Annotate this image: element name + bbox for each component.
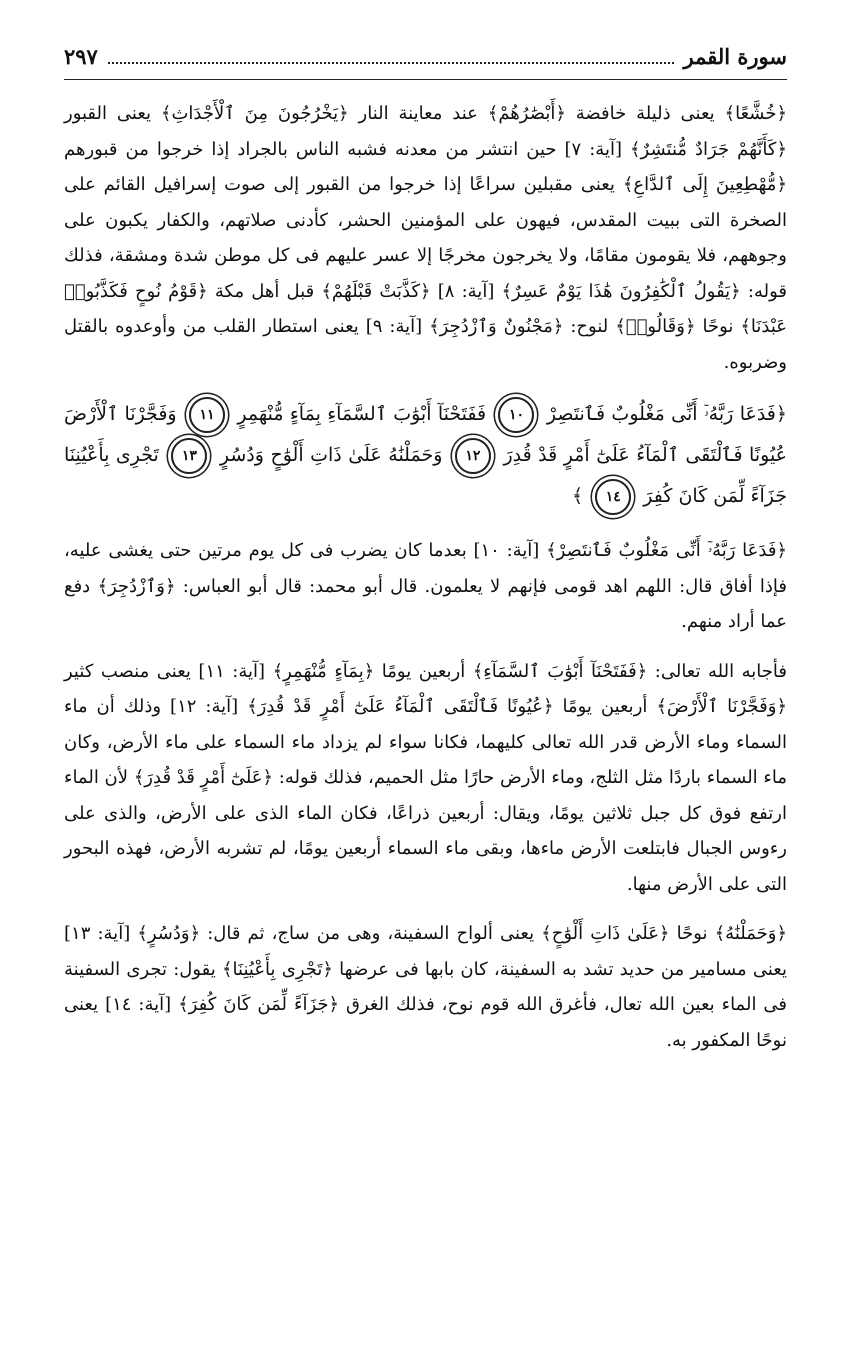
header-dot-leader: [108, 62, 674, 64]
commentary-paragraph: [64, 916, 787, 1058]
commentary-paragraph: [64, 533, 787, 640]
verse-number-marker: ١٢: [455, 438, 491, 474]
verse-number-marker: ١١: [189, 397, 225, 433]
verse-close-bracket: ﴾: [572, 485, 584, 507]
running-header: [64, 44, 787, 80]
paragraph-text: فأجابه الله تعالى: ﴿فَفَتَحْنَآ أَبْوَٰبَ ٱلسَّمَآءِ﴾ أربعين يومًا ﴿بِمَآءٍ مُّنْهَمِرٍ﴾ [آية: ١١] يعنى منصب كثير ﴿وَفَجَّرْنَا ٱلْأَرْضَ﴾ أربعين يومًا ﴿عُيُونًا فَٱلْتَقَى ٱلْمَآءُ عَلَىٰٓ أَمْرٍ قَدْ قُدِرَ﴾ [آية: ١٢] وذلك أن ماء السماء وماء الأرض قدر الله تعالى كليهما، فكانا سواء لم يزداد ماء السماء على ماء الأرض، وكان ماء السماء باردًا مثل الثلج، وماء الأرض حارًا مثل الحميم، فذلك قوله: ﴿عَلَىٰٓ أَمْرٍ قَدْ قُدِرَ﴾ لأن الماء ارتفع فوق كل جبل ثلاثين يومًا، ويقال: أربعين ذراعًا، فكان الماء الذى على الأرض، والذى على رءوس الجبال فابتلعت الأرض ماءها، وبقى ماء السماء أربعين يومًا، لم تشربه الأرض، فهذه البحور التى على الأرض منها.: [63, 660, 788, 895]
page-number: ٢٩٧: [64, 44, 98, 69]
verse-text: وَحَمَلْنَٰهُ عَلَىٰ ذَاتِ أَلْوَٰحٍ وَدُسُرٍ: [219, 444, 443, 466]
verse-text: ﴿فَدَعَا رَبَّهُۥٓ أَنِّى مَغْلُوبٌ فَٱنتَصِرْ: [546, 403, 788, 425]
surah-title: سورة القمر: [683, 44, 787, 69]
verse-text: فَفَتَحْنَآ أَبْوَٰبَ ٱلسَّمَآءِ بِمَآءٍ مُّنْهَمِرٍ: [237, 403, 487, 425]
paragraph-text: ﴿فَدَعَا رَبَّهُۥٓ أَنِّى مَغْلُوبٌ فَٱنتَصِرْ﴾ [آية: ١٠] بعدما كان يضرب فى كل يوم مرتين حتى يغشى عليه، فإذا أفاق قال: اللهم اهد قومى فإنهم لا يعلمون. قال أبو محمد: قال أبو العباس: ﴿وَٱزْدُجِرَ﴾ دفع عما أراد منهم.: [64, 540, 787, 632]
verse-text: تَجْرِى بِأَعْيُنِنَا جَزَآءً لِّمَن كَانَ كُفِرَ: [64, 444, 787, 507]
quran-verses-block: [64, 394, 787, 517]
verse-number-marker: ١٣: [171, 438, 207, 474]
verse-number-marker: ١٠: [498, 397, 534, 433]
verse-text: وَفَجَّرْنَا ٱلْأَرْضَ عُيُونًا فَٱلْتَقَى ٱلْمَآءُ عَلَىٰٓ أَمْرٍ قَدْ قُدِرَ: [64, 403, 788, 466]
paragraph-text: ﴿خُشَّعًا﴾ يعنى ذليلة خافضة ﴿أَبْصَٰرُهُمْ﴾ عند معاينة النار ﴿يَخْرُجُونَ مِنَ ٱلْأَجْدَاثِ﴾ يعنى القبور ﴿كَأَنَّهُمْ جَرَادٌ مُّنتَشِرٌ﴾ [آية: ٧] حين انتشر من معدنه فشبه الناس بالجراد إذا خرجوا من قبورهم ﴿مُّهْطِعِينَ إِلَى ٱلدَّاعِ﴾ يعنى مقبلين سراعًا إذا خرجوا من القبور إلى صوت إسرافيل القائم على الصخرة التى ببيت المقدس، فيهون على المؤمنين الحشر، كأدنى صلاتهم، والكفار يكبون على وجوههم، فلا يقومون مقامًا، ولا يخرجون مخرجًا إلا عسر عليهم فى كل موطن شدة ومشقة، فذلك قوله: ﴿يَقُولُ ٱلْكَٰفِرُونَ هَٰذَا يَوْمٌ عَسِرٌ﴾ [آية: ٨] ﴿كَذَّبَتْ قَبْلَهُمْ﴾ قبل أهل مكة ﴿قَوْمُ نُوحٍ فَكَذَّبُوا۟ عَبْدَنَا﴾ نوحًا ﴿وَقَالُوا۟﴾ لنوح: ﴿مَجْنُونٌ وَٱزْدُجِرَ﴾ [آية: ٩] يعنى استطار القلب من وأوعدوه بالقتل وضربوه.: [64, 103, 787, 373]
commentary-paragraph: [64, 654, 787, 903]
verse-number-marker: ١٤: [595, 479, 631, 515]
commentary-paragraph: [64, 96, 787, 380]
paragraph-text: ﴿وَحَمَلْنَٰهُ﴾ نوحًا ﴿عَلَىٰ ذَاتِ أَلْوَٰحٍ﴾ يعنى ألواح السفينة، وهى من ساج، ثم قال: ﴿وَدُسُرٍ﴾ [آية: ١٣] يعنى مسامير من حديد تشد به السفينة، كان بابها فى عرضها ﴿تَجْرِى بِأَعْيُنِنَا﴾ يقول: تجرى السفينة فى الماء بعين الله تعال، فأغرق الله قوم نوح، فذلك الغرق ﴿جَزَآءً لِّمَن كَانَ كُفِرَ﴾ [آية: ١٤] يعنى نوحًا المكفور به.: [64, 923, 788, 1051]
